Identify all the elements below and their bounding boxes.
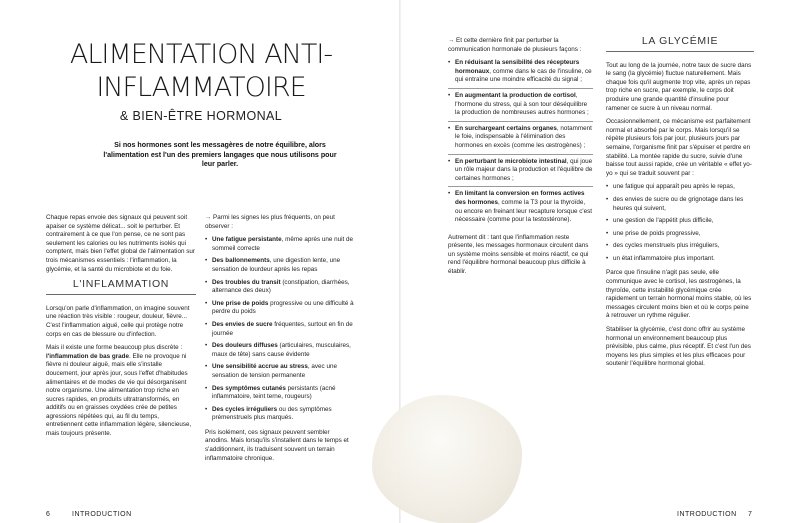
sign-bold: Une fatigue persistante [212, 236, 282, 244]
disrupt-bold: En limitant la conversion en formes actives des hormones [455, 190, 585, 206]
page-subtitle: & BIEN-ÊTRE HORMONAL [119, 109, 283, 123]
sign-rest: progressive ou une difficulté à perdre du poids [212, 299, 354, 316]
list-item: • une fatigue qui apparaît peu après le repas, [606, 183, 754, 192]
page-title: ALIMENTATION ANTI-INFLAMMATOIRE [69, 39, 333, 103]
signs-outro: Pris isolément, ces signaux peuvent sembler anodins. Mais lorsqu'ils s'installent dans le temps et s'additionnent, ils traduisent souvent un terrain inflammatoire chronique. [205, 428, 349, 462]
inflammation-text-c: . Elle ne provoque ni fièvre ni douleur aiguë, mais elle s'installe doucement, jour après jour, sous l'effet d'habitudes alimentaires et de modes de vie qui désorganisent notre organisme. Une alimentation trop riche en sucres rapides, en produits ultratransformés, en additifs ou en graisses oxydées crée de petites agressions répétées qui, au fil du temps, entretiennent cette inflammation légère, silencieuse, mais toujours présente. [46, 352, 192, 438]
decorative-food-photo [372, 395, 522, 523]
sign-rest: ou des symptômes prémenstruels plus marqués. [212, 405, 332, 422]
disrupt-intro [448, 37, 593, 54]
list-item: • une gestion de l'appétit plus difficile, [606, 217, 754, 226]
sign-rest: (articulaires, musculaires, maux de tête) sans cause évidente [212, 342, 351, 358]
inflammation-paragraph-1: Lorsqu'on parle d'inflammation, on imagine souvent une réaction très visible : rougeur, douleur, fièvre... C'est l'inflammation aiguë, celle qui protège notre corps en cas de blessure ou d'infection. [46, 304, 190, 338]
page-number-right: 7 [748, 511, 753, 518]
disrupt-bold: En augmentant la production de cortisol [455, 91, 576, 99]
disrupt-rest: , l'hormone du stress, qui à son tour déséquilibre la production de nombreuses autres hormones ; [455, 91, 589, 117]
sign-rest: , avec une sensation de tension permanente [212, 363, 337, 379]
disrupt-rest: , qui joue un rôle majeur dans la production et l'équilibre de certaines hormones ; [455, 157, 593, 182]
disrupt-list [448, 59, 593, 228]
section-title-glycemie: LA GLYCÉMIE [606, 37, 754, 52]
list-item [448, 190, 593, 227]
sign-bold: Une sensibilité accrue au stress [212, 363, 308, 371]
list-item [205, 406, 355, 423]
list-item [448, 125, 593, 155]
disrupt-bold: En réduisant la sensibilité des récepteurs hormonaux [455, 59, 580, 75]
footer-label-right: INTRODUCTION [677, 511, 737, 518]
inflammation-paragraph-2 [46, 344, 196, 439]
section-title-inflammation: L'INFLAMMATION [46, 280, 196, 295]
disrupt-rest: , notamment le foie, indispensable à l'élimination des hormones en excès (comme les œstrogènes) ; [455, 124, 592, 149]
list-item: • une prise de poids progressive, [606, 230, 754, 239]
sign-bold: Des troubles du transit [212, 278, 281, 286]
arrow-right-icon: → [448, 37, 455, 44]
list-item [205, 321, 355, 338]
sign-rest: fréquentes, surtout en fin de journée [212, 320, 353, 337]
glycemie-paragraph-4: Stabiliser la glycémie, c'est donc offrir au système hormonal un environnement beaucoup plus prévisible, plus calme, plus réceptif. Et c'est l'un des moyens les plus simples et les plus efficaces pour soutenir l'équilibre hormonal global. [606, 326, 751, 368]
sign-bold: Une prise de poids [212, 299, 269, 307]
signs-list [205, 236, 355, 423]
list-item [205, 342, 355, 359]
signs-intro [205, 214, 355, 231]
glycemie-effects-list [606, 183, 754, 263]
glycemie-paragraph-3: Parce que l'insuline n'agit pas seule, elle communique avec le cortisol, les œstrogènes, la thyroïde, cette instabilité glycémique crée rapidement un terrain hormonal moins stable, où les messages circulent moins bien et où le corps peine à retrouver un rythme régulier. [606, 269, 752, 320]
list-item: • un état inflammatoire plus important. [606, 255, 754, 264]
sign-rest: , une digestion lente, une sensation de lourdeur après les repas [212, 257, 341, 273]
list-item: • des envies de sucre ou de grignotage dans les heures qui suivent, [606, 196, 754, 213]
disrupt-outro: Autrement dit : tant que l'inflammation reste présente, les messages hormonaux circulent dans un système moins sensible et moins réactif, ce qui rend l'équilibre hormonal beaucoup plus difficile à établir. [448, 233, 589, 276]
sign-rest: persistants (acné inflammatoire, teint terne, rougeurs) [212, 384, 336, 401]
disrupt-rest: , comme dans le cas de l'insuline, ce qui entraîne une moindre efficacité du signal ; [455, 67, 592, 84]
glycemie-paragraph-1: Tout au long de la journée, notre taux de sucre dans le sang (la glycémie) fluctue naturellement. Mais chaque fois qu'il augmente trop vite, après un repas trop riche en sucre, par exemple, le corps doit produire une grande quantité d'insuline pour ramener ce sucre à un niveau normal. [606, 61, 752, 112]
list-item [205, 385, 355, 402]
left-column-2 [205, 214, 355, 468]
disrupt-rest: , comme la T3 pour la thyroïde, ou encore en freinant leur recapture lorsque c'est nécessaire (comme pour la testostérone). [455, 198, 593, 224]
right-column-2 [606, 37, 754, 374]
right-column-1 [448, 37, 593, 282]
disrupt-bold: En perturbant le microbiote intestinal [455, 157, 567, 165]
disrupt-intro-text: Et cette dernière finit par perturber la communication hormonale de plusieurs façons : [448, 37, 582, 53]
inflammation-text-a: Mais il existe une forme beaucoup plus discrète : [46, 344, 183, 352]
sign-rest: (constipation, diarrhées, alternance des deux) [212, 278, 350, 295]
left-column-1 [46, 214, 196, 444]
list-item [448, 158, 593, 188]
signs-intro-text: Parmi les signes les plus fréquents, on peut observer : [205, 214, 335, 230]
sign-bold: Des douleurs diffuses [212, 342, 278, 350]
glycemie-paragraph-2: Occasionnellement, ce mécanisme est parfaitement normal et absorbé par le corps. Mais lorsqu'il se répète plusieurs fois par jour, plusieurs jours par semaine, l'organisme finit par s'épuiser et perdre en stabilité. La montée rapide du sucre, suivie d'une baisse tout aussi rapide, crée un véritable « effet yo-yo » qui se traduit souvent par : [606, 118, 752, 177]
list-item [205, 257, 355, 274]
list-item [205, 300, 355, 317]
sign-rest: , même après une nuit de sommeil correcte [212, 236, 354, 252]
footer-label-left: INTRODUCTION [72, 511, 132, 518]
overview-paragraph: Chaque repas envoie des signaux qui peuvent soit apaiser ce système délicat... soit le perturber. Et contrairement à ce que l'on pense, ce ne sont pas seulement les calories ou les nutriments isolés qui comptent, mais bien l'effet global de l'alimentation sur trois mécanismes essentiels : l'inflammation, la glycémie, et la santé du microbiote et du foie. [46, 214, 195, 273]
sign-bold: Des cycles irréguliers [212, 405, 278, 413]
page-number-left: 6 [46, 511, 51, 518]
list-item [448, 92, 593, 122]
list-item [448, 59, 593, 89]
sign-bold: Des envies de sucre [212, 320, 273, 328]
list-item [205, 236, 355, 253]
inflammation-term: l'inflammation de bas grade [46, 352, 130, 360]
disrupt-bold: En surchargeant certains organes [455, 124, 557, 132]
list-item [205, 363, 355, 380]
list-item: • des cycles menstruels plus irréguliers, [606, 242, 754, 251]
list-item [205, 279, 355, 296]
intro-paragraph: Si nos hormones sont les messagères de notre équilibre, alors l'alimentation est l'un des premiers langages que nous utilisons pour leur parler. [103, 141, 337, 169]
arrow-right-icon: → [205, 214, 212, 221]
sign-bold: Des ballonnements [212, 257, 270, 265]
sign-bold: Des symptômes cutanés [212, 384, 286, 392]
